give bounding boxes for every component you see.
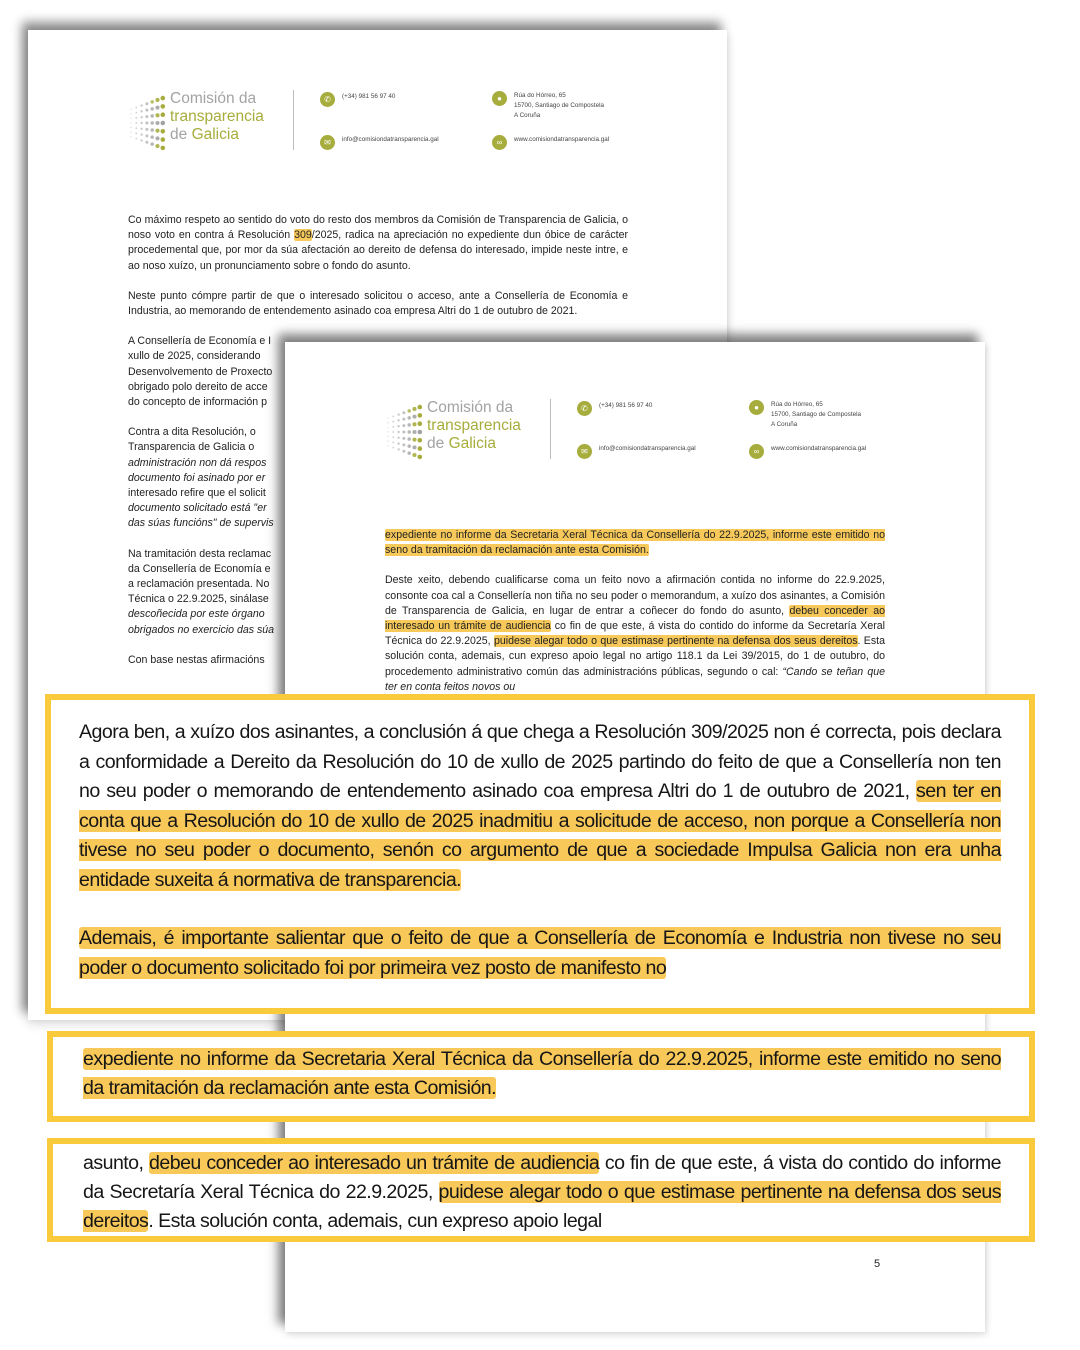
logo-dot xyxy=(418,438,423,443)
callout-paragraph xyxy=(79,924,1001,983)
email-text: info@comisiondatransparencia.gal xyxy=(342,136,439,143)
logo-dot xyxy=(397,419,399,421)
logo-dot xyxy=(397,437,399,439)
logo-dot xyxy=(155,144,159,148)
highlight: Ademais, é importante salientar que o feito de que a Consellería de Economía e Industria non tivese no seu poder o documento solicitado foi por primeira vez posto de manifesto no xyxy=(79,927,1001,979)
text-line: A Consellería de Economía e I xyxy=(128,335,272,348)
logo-dot xyxy=(392,415,394,417)
logo-dot xyxy=(397,448,399,450)
text-line: xullo de 2025, considerando xyxy=(128,350,261,363)
logo-dot xyxy=(135,122,137,124)
phone-icon: ✆ xyxy=(320,92,335,107)
logo-line-3 xyxy=(427,435,521,453)
text-line: das súas funcións" de supervis xyxy=(128,517,274,530)
text-line: da Consellería de Economía e xyxy=(128,562,271,575)
text-line: documento foi asinado por er xyxy=(128,471,266,484)
website-text: www.comisiondatransparencia.gal xyxy=(771,445,867,452)
mail-icon: ✉ xyxy=(320,135,335,150)
text-line: Técnica o 22.9.2025, sinálase xyxy=(128,593,269,606)
text-line: interesado refire que el solicit xyxy=(128,487,266,500)
logo-dot xyxy=(412,430,416,434)
location-pin-icon: ● xyxy=(492,91,507,106)
highlight: expediente no informe da Secretaria Xeral Técnica da Consellería do 22.9.2025, informe este emitido no seno da tramitación da reclamación ante esta Comisión. xyxy=(385,529,885,557)
text: . Esta solución conta, ademais, cun expreso apoio legal xyxy=(148,1210,602,1232)
link-icon: ∞ xyxy=(749,444,764,459)
website-text: www.comisiondatransparencia.gal xyxy=(514,136,610,143)
logo-dot xyxy=(407,409,411,413)
logo-dot xyxy=(402,443,405,446)
text: . Esta solución conta, ademais, cun expreso apoio legal no artigo 118.1 da Lei 39/2015, do 1 de outubro, do procedemento administrativo común das administracións públicas, segundo o cal: xyxy=(385,635,885,678)
logo-dot xyxy=(130,131,131,132)
logo-dot xyxy=(387,440,388,441)
phone-text: (+34) 981 56 97 40 xyxy=(599,402,653,409)
highlight: debeu conceder ao interesado un trámite de audiencia xyxy=(385,604,886,633)
callout-paragraph xyxy=(83,1045,1001,1103)
address-line-1: Rúa do Hórreo, 65 xyxy=(771,401,823,408)
logo-dot xyxy=(161,146,166,151)
logo-line-1: Comisión da xyxy=(170,90,257,107)
letterhead xyxy=(128,88,648,158)
text-line: documento solicitado está "er xyxy=(128,502,267,515)
logo-dot xyxy=(397,425,399,427)
front-page-body xyxy=(385,528,885,710)
logo-dot xyxy=(145,141,148,144)
logo-dot xyxy=(150,100,154,104)
paragraph xyxy=(385,573,885,695)
logo-dot xyxy=(402,418,405,421)
logo-dot xyxy=(402,431,405,434)
logo-dot xyxy=(150,128,154,132)
location-pin-icon: ● xyxy=(749,400,764,415)
logo-dot xyxy=(418,455,423,460)
logo-dot xyxy=(387,431,388,432)
logo-dot xyxy=(150,121,154,125)
logo-dot xyxy=(135,132,137,134)
logo-dot xyxy=(387,427,388,428)
highlight: debeu conceder ao interesado un trámite de audiencia xyxy=(149,1152,600,1174)
logo-dot xyxy=(161,121,166,126)
logo-dot xyxy=(155,129,159,133)
phone-icon: ✆ xyxy=(577,401,592,416)
logo-dot xyxy=(145,109,148,112)
logo-dot xyxy=(412,407,416,411)
logo-line-1: Comisión da xyxy=(427,399,514,416)
text-line: do concepto de información p xyxy=(128,396,267,409)
logo-dot xyxy=(412,453,416,457)
logo-de: de xyxy=(427,435,445,452)
logo-dot xyxy=(140,128,142,130)
logo-dot xyxy=(155,113,159,117)
logo-dot xyxy=(402,424,405,427)
logo-dot xyxy=(387,436,388,437)
text-line: Transparencia de Galicia o xyxy=(128,441,255,454)
text: Deste xeito, debendo cualificarse coma un feito novo a afirmación contida no informe do 22.9.2025, consonte coa cal a Consellería non tiña no seu poder o memorandum, a xuízo dos asinantes, a Comisión de Transparencia de Galicia, en lugar de entrar a coñecer do fondo do asunto, xyxy=(385,574,885,617)
text: asunto, xyxy=(83,1152,150,1174)
letterhead xyxy=(385,397,905,467)
letterhead-divider xyxy=(550,399,551,459)
paragraph xyxy=(128,213,628,274)
callout-paragraph xyxy=(79,718,1001,895)
logo-line-2: transparencia xyxy=(427,417,521,434)
logo-dot xyxy=(392,421,394,423)
logo-dot xyxy=(397,431,399,433)
email-text: info@comisiondatransparencia.gal xyxy=(599,445,696,452)
logo-dot xyxy=(130,109,131,110)
logo-dot xyxy=(140,110,142,112)
logo-dot xyxy=(397,413,399,415)
logo-dot xyxy=(397,442,399,444)
logo-dot xyxy=(161,129,166,134)
address-line-2: 15700, Santiago de Compostela xyxy=(514,102,604,109)
address-line-1: Rúa do Hórreo, 65 xyxy=(514,92,566,99)
logo-galicia: Galicia xyxy=(448,435,496,452)
highlight: sen ter en conta que a Resolución do 10 de xullo de 2025 inadmitiu a solicitude de acceso, non porque a Consellería non tivese no seu poder o documento, senón co argumento de que a sociedade Impulsa Galicia non era unha entidade suxeita á normativa de transparencia. xyxy=(79,780,1002,891)
logo-dot xyxy=(412,438,416,442)
logo-line-2: transparencia xyxy=(170,108,264,125)
logo-dot xyxy=(130,127,131,128)
address-line-3: A Coruña xyxy=(771,421,798,428)
mail-icon: ✉ xyxy=(577,444,592,459)
logo-dot xyxy=(161,104,166,109)
logo-dot xyxy=(161,112,166,117)
phone-text: (+34) 981 56 97 40 xyxy=(342,93,396,100)
logo-dot xyxy=(155,136,159,140)
text-line: obrigados no exercicio das súa xyxy=(128,623,275,636)
logo-dot xyxy=(140,122,142,124)
logo-dot xyxy=(130,113,131,114)
highlight: 309 xyxy=(294,229,312,242)
paragraph: Neste punto cómpre partir de que o interesado solicitou o acceso, ante a Consellería de Economía e Industria, ao memorando de entendemento asinado coa empresa Altri do 1 de outubro de 2021. xyxy=(128,289,628,318)
logo-galicia: Galicia xyxy=(191,126,239,143)
logo-dot xyxy=(407,451,411,455)
logo-dot xyxy=(392,447,394,449)
logo-dot xyxy=(402,437,405,440)
paragraph: Con base nestas afirmacións xyxy=(128,653,265,666)
text-line: Contra a dita Resolución, o xyxy=(128,426,256,439)
logo-dot xyxy=(150,135,154,139)
logo-dot xyxy=(392,436,394,438)
logo-dot xyxy=(402,411,405,414)
highlight: puidese alegar todo o que estimase pertinente na defensa dos seus dereitos xyxy=(493,635,858,648)
logo-line-3 xyxy=(170,126,264,144)
logo-de: de xyxy=(170,126,188,143)
text: co fin de que este, á vista do contido do informe da Secretaría Xeral Técnica do 22.9.2025, xyxy=(385,620,885,648)
legal-quote: “Cando se teñan que ter en conta feitos novos ou xyxy=(385,665,885,693)
logo-dot xyxy=(130,136,131,137)
logo-dot xyxy=(418,430,423,435)
text-line: Na tramitación desta reclamac xyxy=(128,547,272,560)
logo-dot xyxy=(150,107,154,111)
logo-dot xyxy=(145,134,148,137)
text: Agora ben, a xuízo dos asinantes, a conclusión á que chega a Resolución 309/2025 non é correcta, pois declara a conformidade a Dereito da Resolución do 10 de xullo de 2025 partindo do feito de que a Consellería non ten no seu poder o memorando de entendemento asinado coa empresa Altri do 1 de outubro de 2021, xyxy=(79,721,1001,802)
address-line-3: A Coruña xyxy=(514,112,541,119)
logo-dot xyxy=(150,142,154,146)
logo-dot xyxy=(145,122,148,125)
logo-dot xyxy=(402,450,405,453)
logo-dot xyxy=(412,422,416,426)
logo-dot xyxy=(407,437,411,441)
logo-dot xyxy=(418,421,423,426)
logo-dot xyxy=(412,445,416,449)
logo-dot xyxy=(155,98,159,102)
text: co fin de que este, á vista do contido do informe da Secretaría Xeral Técnica do 22.9.2025, xyxy=(83,1152,1001,1203)
paragraph xyxy=(385,528,885,558)
zoom-callout-1 xyxy=(45,694,1035,1014)
text-line: Desenvolvemento de Proxecto xyxy=(128,365,273,378)
logo-dot xyxy=(130,118,131,119)
text: /2025, radica na apreciación no expediente dun óbice de carácter procedemental que, por mor da súa afectación ao dereito de defensa do interesado, impide neste intre, e ao noso xuízo, un pronunciamento sobre o fondo do asunto. xyxy=(128,229,628,272)
logo-dot xyxy=(418,446,423,451)
logo-dot xyxy=(150,114,154,118)
text: Co máximo respeto ao sentido do voto do resto dos membros da Comisión de Transparencia de Galicia, o noso voto en contra á Resolución xyxy=(128,214,628,242)
logo-dot xyxy=(412,415,416,419)
logo-dot xyxy=(140,104,142,106)
page-number: 5 xyxy=(874,1258,881,1270)
logo-dot xyxy=(407,430,411,434)
logo-dot xyxy=(407,423,411,427)
logo-dot xyxy=(135,127,137,129)
logo-dot xyxy=(161,137,166,142)
link-icon: ∞ xyxy=(492,135,507,150)
logo-text xyxy=(427,399,521,453)
text-line: a reclamación presentada. No xyxy=(128,578,270,591)
zoom-callout-2 xyxy=(47,1031,1035,1122)
logo-dot xyxy=(161,96,166,101)
logo-dots-icon xyxy=(385,401,423,463)
logo-dot xyxy=(135,106,137,108)
logo-dot xyxy=(135,117,137,119)
logo-dot xyxy=(392,431,394,433)
logo-dot xyxy=(145,115,148,118)
logo-dots-icon xyxy=(128,92,166,154)
highlight: expediente no informe da Secretaria Xeral Técnica da Consellería do 22.9.2025, informe este emitido no seno da tramitación da reclamación ante esta Comisión. xyxy=(83,1048,1001,1099)
callout-paragraph xyxy=(83,1149,1001,1236)
logo-dot xyxy=(140,139,142,141)
highlight: puidese alegar todo o que estimase pertinente na defensa dos seus dereitos xyxy=(83,1181,1001,1232)
letterhead-divider xyxy=(293,90,294,150)
address-text xyxy=(514,91,604,121)
logo-dot xyxy=(387,445,388,446)
logo-dot xyxy=(135,112,137,114)
logo-text xyxy=(170,90,264,144)
logo-dot xyxy=(407,416,411,420)
zoom-callout-3 xyxy=(47,1138,1035,1242)
logo-dot xyxy=(145,128,148,131)
logo-dot xyxy=(392,441,394,443)
logo-dot xyxy=(392,426,394,428)
text-line: descoñecida por este órgano xyxy=(128,608,265,621)
logo-dot xyxy=(155,106,159,110)
logo-dot xyxy=(140,116,142,118)
text-line: administración non dá respos xyxy=(128,456,267,469)
logo-dot xyxy=(387,422,388,423)
logo-dot xyxy=(145,102,148,105)
logo-dot xyxy=(418,413,423,418)
logo-dot xyxy=(418,405,423,410)
address-text xyxy=(771,400,861,430)
logo-dot xyxy=(387,418,388,419)
logo-dot xyxy=(155,121,159,125)
address-line-2: 15700, Santiago de Compostela xyxy=(771,411,861,418)
logo-dot xyxy=(135,138,137,140)
logo-dot xyxy=(407,444,411,448)
logo-dot xyxy=(140,133,142,135)
logo-dot xyxy=(130,122,131,123)
text-line: obrigado polo dereito de acce xyxy=(128,380,268,393)
